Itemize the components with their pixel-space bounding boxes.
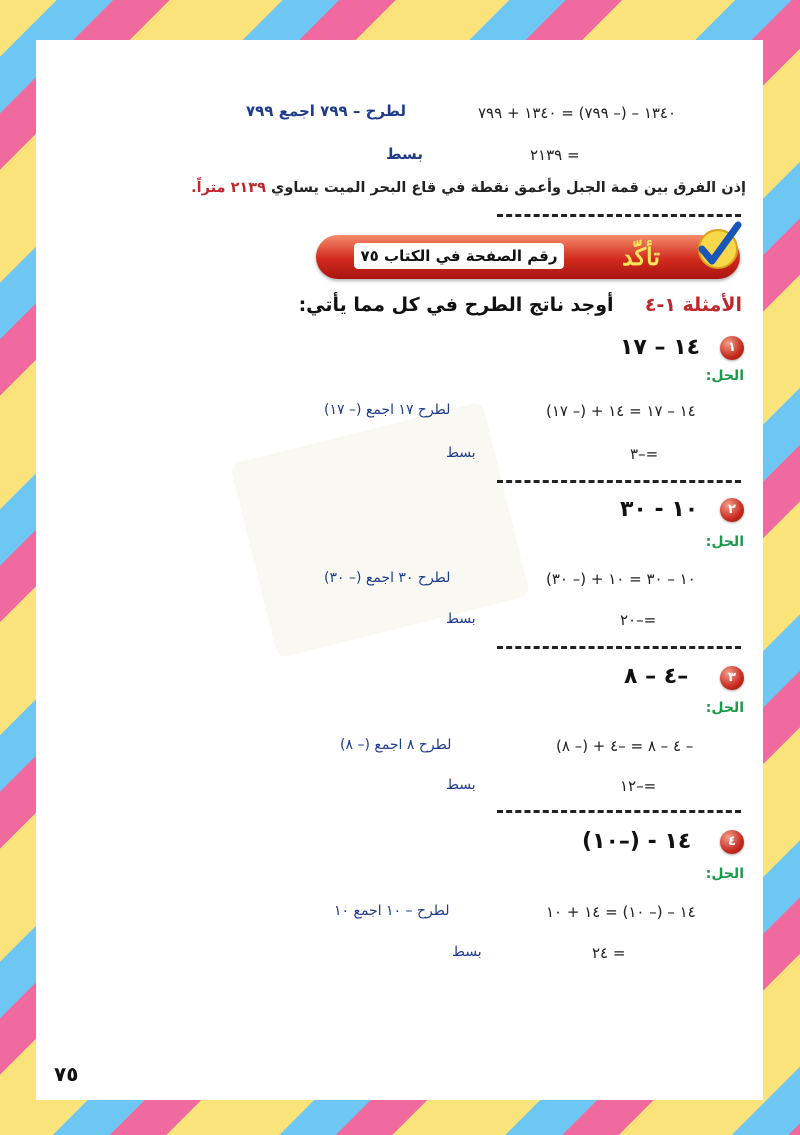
- solution-result: =–١٢: [620, 777, 657, 795]
- problem-expression: ١٠ - ٣٠: [620, 497, 699, 522]
- solution-step: ١٤ – (– ١٠) = ١٤ + ١٠: [546, 903, 696, 921]
- solution-label: الحل:: [705, 534, 744, 550]
- solution-label: الحل:: [705, 368, 744, 384]
- result-note: بسط: [452, 944, 482, 960]
- step-note: لطرح – ١٠ اجمع ١٠: [334, 903, 450, 919]
- problem-expression: –٤ – ٨: [624, 664, 689, 689]
- divider: [497, 480, 741, 483]
- problem-expression: ١٤ - (–١٠): [582, 829, 692, 854]
- confirm-banner: [316, 235, 740, 279]
- step-note: لطرح ٣٠ اجمع (– ٣٠): [324, 570, 451, 586]
- instruction: أوجد ناتج الطرح في كل مما يأتي:: [298, 294, 614, 316]
- checkmark-icon: [688, 219, 744, 275]
- divider: [497, 214, 741, 217]
- problem-number-badge: ٤: [720, 830, 744, 854]
- solution-step: ١٤ – ١٧ = ١٤ + (– ١٧): [546, 402, 696, 420]
- solution-step: – ٤ – ٨ = –٤ + (– ٨): [556, 737, 694, 755]
- problem-number-badge: ٢: [720, 498, 744, 522]
- divider: [497, 646, 741, 649]
- step-note: لطرح ٨ اجمع (– ٨): [340, 737, 452, 753]
- intro-eq2: = ٢١٣٩: [530, 146, 580, 164]
- intro-eq2-note: بسط: [386, 145, 423, 163]
- result-note: بسط: [446, 777, 476, 793]
- solution-step: ١٠ – ٣٠ = ١٠ + (– ٣٠): [546, 570, 696, 588]
- step-note: لطرح ١٧ اجمع (– ١٧): [324, 402, 451, 418]
- section-header: [299, 294, 742, 316]
- intro-eq1: ١٣٤٠ – (– ٧٩٩) = ١٣٤٠ + ٧٩٩: [478, 104, 677, 122]
- solution-result: =–٢٠: [620, 611, 657, 629]
- examples-label: الأمثلة ١-٤: [644, 294, 742, 316]
- result-note: بسط: [446, 611, 476, 627]
- problem-number-badge: ١: [720, 336, 744, 360]
- page-reference: رقم الصفحة في الكتاب ٧٥: [354, 243, 564, 269]
- solution-label: الحل:: [705, 700, 744, 716]
- conclusion-text: إذن الفرق بين قمة الجبل وأعمق نقطة في قاع البحر الميت يساوي: [271, 180, 746, 196]
- solution-result: =–٣: [630, 445, 659, 463]
- result-note: بسط: [446, 445, 476, 461]
- divider: [497, 810, 741, 813]
- page-number: ٧٥: [54, 1062, 79, 1086]
- intro-eq1-note: لطرح – ٧٩٩ اجمع ٧٩٩: [246, 102, 406, 120]
- intro-conclusion: [191, 180, 746, 196]
- problem-expression: ١٤ – ١٧: [620, 335, 701, 360]
- banner-title: تأكّد: [621, 242, 660, 271]
- conclusion-value: ٢١٣٩ متراً.: [191, 180, 266, 196]
- problem-number-badge: ٣: [720, 666, 744, 690]
- solution-result: = ٢٤: [592, 944, 626, 962]
- solution-label: الحل:: [705, 866, 744, 882]
